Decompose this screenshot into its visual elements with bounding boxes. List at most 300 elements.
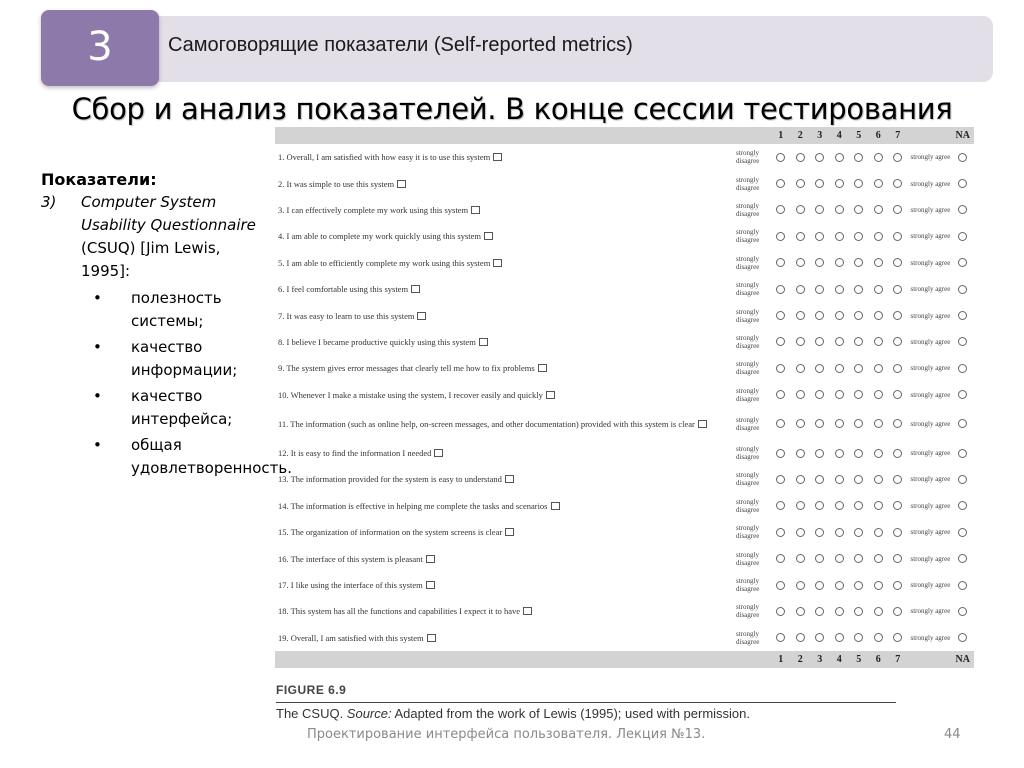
rating-radio[interactable] xyxy=(796,258,805,267)
strongly-agree-label: strongly agree xyxy=(910,449,951,458)
rating-radio[interactable] xyxy=(776,364,785,373)
rating-cell xyxy=(810,501,830,510)
rating-cell xyxy=(810,337,830,346)
na-radio[interactable] xyxy=(958,581,967,590)
rating-cell xyxy=(791,475,811,484)
rating-radio[interactable] xyxy=(776,285,785,294)
rating-radio[interactable] xyxy=(854,232,863,241)
rating-radio[interactable] xyxy=(835,179,844,188)
rating-cell xyxy=(810,390,830,399)
scale-number: 1 xyxy=(778,654,784,666)
question-text: 18. This system has all the functions and capabilities I expect it to have xyxy=(278,606,521,617)
strongly-agree-label: strongly agree xyxy=(910,475,951,484)
rating-radio[interactable] xyxy=(874,232,883,241)
rating-cell xyxy=(791,337,811,346)
rating-cell xyxy=(830,232,850,241)
rating-cell xyxy=(849,390,869,399)
rating-radio[interactable] xyxy=(854,390,863,399)
rating-radio[interactable] xyxy=(776,153,785,162)
strongly-agree-label: strongly agree xyxy=(910,607,951,616)
rating-radio[interactable] xyxy=(815,337,824,346)
header-spacer xyxy=(275,127,728,144)
rating-radio[interactable] xyxy=(796,205,805,214)
scale-header-bottom xyxy=(275,651,974,668)
rating-radio[interactable] xyxy=(776,232,785,241)
rating-radio[interactable] xyxy=(835,501,844,510)
rating-cell xyxy=(888,337,908,346)
rating-cell xyxy=(791,554,811,563)
rating-cell xyxy=(888,528,908,537)
question-row xyxy=(275,625,974,651)
figure-rule xyxy=(276,702,896,703)
header-spacer xyxy=(275,651,728,668)
na-radio[interactable] xyxy=(958,449,967,458)
rating-radio[interactable] xyxy=(815,285,824,294)
rating-cell xyxy=(810,475,830,484)
na-radio[interactable] xyxy=(958,390,967,399)
rating-radio[interactable] xyxy=(815,258,824,267)
rating-radio[interactable] xyxy=(854,205,863,214)
rating-radio[interactable] xyxy=(796,285,805,294)
rating-radio[interactable] xyxy=(835,337,844,346)
scale-number: 5 xyxy=(856,130,862,141)
rating-radio[interactable] xyxy=(854,153,863,162)
rating-radio[interactable] xyxy=(893,258,902,267)
rating-radio[interactable] xyxy=(893,607,902,616)
rating-radio[interactable] xyxy=(854,364,863,373)
na-cell xyxy=(952,475,975,484)
rating-radio[interactable] xyxy=(776,581,785,590)
question-cell xyxy=(275,258,728,268)
rating-cell xyxy=(869,311,889,320)
strongly-disagree-label: strongly disagree xyxy=(736,360,760,377)
rating-radio[interactable] xyxy=(893,232,902,241)
rating-cell xyxy=(849,449,869,458)
rating-cell xyxy=(771,607,791,616)
strongly-agree-label: strongly agree xyxy=(910,419,951,428)
question-text: 7. It was easy to learn to use this system xyxy=(278,310,415,321)
rating-cell xyxy=(771,285,791,294)
question-row xyxy=(275,572,974,598)
rating-radio[interactable] xyxy=(815,232,824,241)
na-radio[interactable] xyxy=(958,554,967,563)
rating-cell xyxy=(791,205,811,214)
rating-radio[interactable] xyxy=(835,528,844,537)
comment-icon[interactable] xyxy=(417,312,426,320)
figure-label: FIGURE 6.9 xyxy=(276,683,347,697)
rating-cell xyxy=(830,528,850,537)
rating-radio[interactable] xyxy=(874,528,883,537)
rating-radio[interactable] xyxy=(796,390,805,399)
rating-radio[interactable] xyxy=(854,554,863,563)
scale-header-top xyxy=(275,127,974,144)
question-cell xyxy=(275,580,728,590)
rating-radio[interactable] xyxy=(893,337,902,346)
rating-cell xyxy=(869,633,889,642)
rating-radio[interactable] xyxy=(854,607,863,616)
rating-radio[interactable] xyxy=(796,364,805,373)
rating-radio[interactable] xyxy=(874,390,883,399)
strongly-agree-label: strongly agree xyxy=(910,633,951,642)
rating-radio[interactable] xyxy=(796,501,805,510)
na-cell xyxy=(952,449,975,458)
figure-caption xyxy=(276,706,750,721)
header-spacer xyxy=(908,127,952,144)
comment-icon[interactable] xyxy=(493,259,502,267)
comment-icon[interactable] xyxy=(479,338,488,346)
rating-radio[interactable] xyxy=(893,153,902,162)
rating-cell xyxy=(830,449,850,458)
question-row xyxy=(275,197,974,223)
comment-icon[interactable] xyxy=(523,607,532,615)
comment-icon[interactable] xyxy=(427,634,436,642)
rating-radio[interactable] xyxy=(874,153,883,162)
rating-radio[interactable] xyxy=(874,364,883,373)
rating-radio[interactable] xyxy=(835,554,844,563)
comment-icon[interactable] xyxy=(493,153,502,161)
rating-cell xyxy=(810,633,830,642)
rating-cell xyxy=(810,554,830,563)
rating-cell xyxy=(830,475,850,484)
scale-number: 4 xyxy=(836,130,842,141)
question-text: 8. I believe I became productive quickly using this system xyxy=(278,336,476,347)
rating-radio[interactable] xyxy=(854,337,863,346)
rating-radio[interactable] xyxy=(796,153,805,162)
strongly-disagree-label: strongly disagree xyxy=(736,201,760,218)
rating-radio[interactable] xyxy=(815,554,824,563)
rating-radio[interactable] xyxy=(893,311,902,320)
rating-radio[interactable] xyxy=(776,390,785,399)
rating-radio[interactable] xyxy=(796,528,805,537)
rating-cell xyxy=(888,449,908,458)
na-radio[interactable] xyxy=(958,232,967,241)
rating-radio[interactable] xyxy=(815,205,824,214)
rating-cell xyxy=(869,554,889,563)
comment-icon[interactable] xyxy=(471,206,480,214)
rating-radio[interactable] xyxy=(893,205,902,214)
rating-radio[interactable] xyxy=(815,419,824,428)
na-cell xyxy=(952,528,975,537)
item-title: Computer System Usability Questionnaire xyxy=(81,193,256,234)
na-radio[interactable] xyxy=(958,311,967,320)
rating-radio[interactable] xyxy=(815,528,824,537)
rating-cell xyxy=(810,607,830,616)
rating-radio[interactable] xyxy=(815,501,824,510)
rating-radio[interactable] xyxy=(874,205,883,214)
comment-icon[interactable] xyxy=(484,232,493,240)
na-radio[interactable] xyxy=(958,205,967,214)
rating-radio[interactable] xyxy=(874,581,883,590)
rating-cell xyxy=(810,153,830,162)
rating-radio[interactable] xyxy=(815,390,824,399)
rating-radio[interactable] xyxy=(874,449,883,458)
question-text: 14. The information is effective in helping me complete the tasks and scenarios xyxy=(278,500,548,511)
question-row xyxy=(275,440,974,466)
rating-radio[interactable] xyxy=(893,285,902,294)
rating-radio[interactable] xyxy=(835,581,844,590)
rating-radio[interactable] xyxy=(893,633,902,642)
rating-radio[interactable] xyxy=(776,501,785,510)
question-row xyxy=(275,408,974,440)
strongly-disagree-label: strongly disagree xyxy=(736,333,760,350)
rating-radio[interactable] xyxy=(796,179,805,188)
rating-cell xyxy=(830,205,850,214)
comment-icon[interactable] xyxy=(538,364,547,372)
rating-radio[interactable] xyxy=(893,364,902,373)
rating-radio[interactable] xyxy=(776,554,785,563)
bullet-marker: • xyxy=(93,436,102,454)
strongly-agree-label: strongly agree xyxy=(910,153,951,162)
rating-radio[interactable] xyxy=(854,633,863,642)
na-cell xyxy=(952,501,975,510)
na-header: NA xyxy=(955,130,970,141)
na-radio[interactable] xyxy=(958,179,967,188)
na-radio[interactable] xyxy=(958,258,967,267)
rating-radio[interactable] xyxy=(796,232,805,241)
rating-radio[interactable] xyxy=(796,607,805,616)
comment-icon[interactable] xyxy=(505,475,514,483)
bullet-item xyxy=(41,336,259,382)
rating-radio[interactable] xyxy=(893,179,902,188)
rating-radio[interactable] xyxy=(874,633,883,642)
rating-radio[interactable] xyxy=(835,475,844,484)
rating-radio[interactable] xyxy=(854,501,863,510)
rating-radio[interactable] xyxy=(776,607,785,616)
comment-icon[interactable] xyxy=(546,391,555,399)
rating-radio[interactable] xyxy=(874,501,883,510)
na-radio[interactable] xyxy=(958,607,967,616)
rating-cell xyxy=(888,607,908,616)
rating-cell xyxy=(849,311,869,320)
rating-cell xyxy=(771,390,791,399)
rating-radio[interactable] xyxy=(874,311,883,320)
rating-radio[interactable] xyxy=(776,419,785,428)
strongly-agree-label: strongly agree xyxy=(910,179,951,188)
rating-cell xyxy=(771,205,791,214)
rating-radio[interactable] xyxy=(776,311,785,320)
rating-radio[interactable] xyxy=(854,528,863,537)
comment-icon[interactable] xyxy=(551,502,560,510)
rating-radio[interactable] xyxy=(854,258,863,267)
strongly-agree-label: strongly agree xyxy=(910,258,951,267)
rating-cell xyxy=(791,258,811,267)
na-radio[interactable] xyxy=(958,337,967,346)
rating-radio[interactable] xyxy=(893,419,902,428)
rating-cell xyxy=(869,258,889,267)
question-row xyxy=(275,382,974,408)
rating-radio[interactable] xyxy=(796,337,805,346)
rating-radio[interactable] xyxy=(893,390,902,399)
rating-radio[interactable] xyxy=(874,179,883,188)
na-cell xyxy=(952,232,975,241)
rating-radio[interactable] xyxy=(874,258,883,267)
header-spacer xyxy=(728,651,771,668)
rating-cell xyxy=(888,205,908,214)
rating-radio[interactable] xyxy=(835,205,844,214)
na-radio[interactable] xyxy=(958,419,967,428)
rating-radio[interactable] xyxy=(776,475,785,484)
rating-radio[interactable] xyxy=(854,449,863,458)
question-row xyxy=(275,170,974,196)
na-radio[interactable] xyxy=(958,153,967,162)
rating-cell xyxy=(791,364,811,373)
metrics-description xyxy=(41,170,292,483)
na-cell xyxy=(952,554,975,563)
rating-cell xyxy=(888,153,908,162)
question-text: 19. Overall, I am satisfied with this system xyxy=(278,632,424,643)
comment-icon[interactable] xyxy=(411,285,420,293)
na-radio[interactable] xyxy=(958,501,967,510)
rating-radio[interactable] xyxy=(776,633,785,642)
scale-number: 4 xyxy=(836,654,842,666)
rating-radio[interactable] xyxy=(776,528,785,537)
rating-cell xyxy=(849,581,869,590)
rating-radio[interactable] xyxy=(815,581,824,590)
rating-radio[interactable] xyxy=(854,179,863,188)
bullet-marker: • xyxy=(93,289,102,307)
rating-radio[interactable] xyxy=(854,581,863,590)
rating-radio[interactable] xyxy=(893,554,902,563)
rating-radio[interactable] xyxy=(874,607,883,616)
rating-radio[interactable] xyxy=(835,607,844,616)
rating-radio[interactable] xyxy=(776,179,785,188)
rating-cell xyxy=(810,258,830,267)
rating-cell xyxy=(888,258,908,267)
rating-radio[interactable] xyxy=(893,501,902,510)
rating-radio[interactable] xyxy=(815,153,824,162)
rating-radio[interactable] xyxy=(854,475,863,484)
rating-cell xyxy=(869,581,889,590)
item-citation: (CSUQ) [Jim Lewis, 1995]: xyxy=(81,239,221,280)
question-cell xyxy=(275,152,728,162)
rating-radio[interactable] xyxy=(835,419,844,428)
rating-radio[interactable] xyxy=(796,475,805,484)
rating-cell xyxy=(810,232,830,241)
question-text: 1. Overall, I am satisfied with how easy it is to use this system xyxy=(278,152,491,163)
question-text: 12. It is easy to find the information I needed xyxy=(278,448,432,459)
rating-cell xyxy=(810,419,830,428)
rating-radio[interactable] xyxy=(835,153,844,162)
rating-radio[interactable] xyxy=(835,633,844,642)
rating-cell xyxy=(869,419,889,428)
rating-radio[interactable] xyxy=(854,311,863,320)
na-header: NA xyxy=(955,654,970,666)
rating-radio[interactable] xyxy=(815,364,824,373)
question-cell xyxy=(275,337,728,347)
rating-cell xyxy=(869,337,889,346)
rating-cell xyxy=(771,528,791,537)
rating-radio[interactable] xyxy=(815,633,824,642)
rating-radio[interactable] xyxy=(874,285,883,294)
scale-number: 7 xyxy=(895,654,901,666)
rating-radio[interactable] xyxy=(776,449,785,458)
rating-radio[interactable] xyxy=(776,337,785,346)
rating-radio[interactable] xyxy=(815,607,824,616)
rating-cell xyxy=(771,419,791,428)
rating-radio[interactable] xyxy=(835,258,844,267)
question-cell xyxy=(275,448,728,458)
rating-radio[interactable] xyxy=(893,475,902,484)
question-text: 17. I like using the interface of this system xyxy=(278,580,423,591)
rating-radio[interactable] xyxy=(874,475,883,484)
rating-cell xyxy=(771,258,791,267)
rating-radio[interactable] xyxy=(874,419,883,428)
rating-radio[interactable] xyxy=(796,311,805,320)
question-cell xyxy=(275,419,728,429)
rating-radio[interactable] xyxy=(893,449,902,458)
rating-cell xyxy=(791,153,811,162)
rating-radio[interactable] xyxy=(815,449,824,458)
question-cell xyxy=(275,231,728,241)
rating-radio[interactable] xyxy=(835,390,844,399)
rating-radio[interactable] xyxy=(835,311,844,320)
rating-radio[interactable] xyxy=(854,419,863,428)
comment-icon[interactable] xyxy=(426,581,435,589)
rating-radio[interactable] xyxy=(776,258,785,267)
rating-cell xyxy=(771,501,791,510)
na-radio[interactable] xyxy=(958,364,967,373)
rating-radio[interactable] xyxy=(796,449,805,458)
rating-radio[interactable] xyxy=(815,311,824,320)
rating-radio[interactable] xyxy=(835,232,844,241)
comment-icon[interactable] xyxy=(426,555,435,563)
comment-icon[interactable] xyxy=(505,528,514,536)
na-radio[interactable] xyxy=(958,528,967,537)
caption-start: The CSUQ. xyxy=(276,706,347,721)
comment-icon[interactable] xyxy=(397,180,406,188)
na-cell xyxy=(952,607,975,616)
rating-radio[interactable] xyxy=(893,528,902,537)
rating-cell xyxy=(849,475,869,484)
section-number: 3 xyxy=(87,24,113,70)
rating-radio[interactable] xyxy=(796,633,805,642)
scale-number: 3 xyxy=(817,130,823,141)
na-radio[interactable] xyxy=(958,475,967,484)
na-radio[interactable] xyxy=(958,285,967,294)
rating-radio[interactable] xyxy=(835,449,844,458)
question-row xyxy=(275,329,974,355)
comment-icon[interactable] xyxy=(434,449,443,457)
rating-cell xyxy=(869,232,889,241)
rating-cell xyxy=(791,449,811,458)
rating-radio[interactable] xyxy=(874,337,883,346)
rating-radio[interactable] xyxy=(776,205,785,214)
rating-cell xyxy=(849,501,869,510)
rating-cell xyxy=(830,285,850,294)
rating-cell xyxy=(791,501,811,510)
rating-cell xyxy=(849,419,869,428)
comment-icon[interactable] xyxy=(698,420,707,428)
rating-cell xyxy=(869,179,889,188)
scale-number: 6 xyxy=(875,130,881,141)
rating-radio[interactable] xyxy=(815,475,824,484)
rating-radio[interactable] xyxy=(815,179,824,188)
rating-radio[interactable] xyxy=(796,554,805,563)
rating-cell xyxy=(869,475,889,484)
bullet-item xyxy=(41,287,259,333)
rating-cell xyxy=(869,285,889,294)
rating-radio[interactable] xyxy=(874,554,883,563)
rating-radio[interactable] xyxy=(835,285,844,294)
rating-cell xyxy=(830,607,850,616)
rating-radio[interactable] xyxy=(796,419,805,428)
rating-radio[interactable] xyxy=(893,581,902,590)
rating-radio[interactable] xyxy=(796,581,805,590)
rating-radio[interactable] xyxy=(854,285,863,294)
scale-number: 2 xyxy=(797,130,803,141)
na-radio[interactable] xyxy=(958,633,967,642)
rating-radio[interactable] xyxy=(835,364,844,373)
